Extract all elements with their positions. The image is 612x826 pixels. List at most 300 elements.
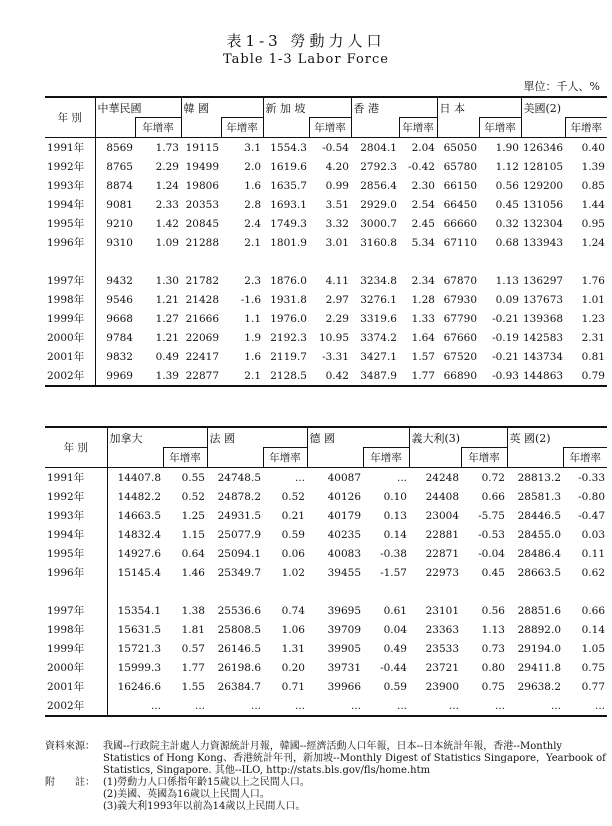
growth-rate-cell: 0.04 [383,623,407,636]
table-row [45,195,607,214]
growth-rate-cell: 1.57 [411,350,435,363]
growth-rate-cell: 0.80 [481,661,505,674]
growth-rate-cell: 1.42 [155,217,179,230]
value-cell: 22069 [185,331,219,344]
country-header: 義大利(3) [409,427,507,448]
growth-rate-cell: 2.1 [244,236,261,249]
growth-rate-subheader: 年增率 [461,448,507,468]
value-cell: 66890 [437,366,479,386]
country-header: 日 本 [437,97,521,118]
growth-rate-cell: 0.49 [155,350,179,363]
source-note [45,741,607,777]
value-cell: 24408 [425,490,459,503]
table-row [45,233,607,252]
value-cell: 67790 [443,312,477,325]
table-row [45,347,607,366]
value-cell: 2856.4 [360,179,397,192]
value-cell: 29411.8 [517,661,561,674]
value-cell: 66660 [443,217,477,230]
value-cell: 2128.5 [263,366,309,386]
value-cell: 9432 [106,274,133,287]
growth-rate-subheader: 年增率 [565,118,607,138]
growth-rate-cell: 4.20 [325,160,349,173]
value-cell: ... [409,696,461,716]
table-row [45,601,607,620]
growth-rate-cell: 2.1 [221,366,263,386]
value-subheader [437,118,479,138]
growth-rate-cell: 2.4 [244,217,261,230]
growth-rate-cell: 1.55 [181,680,205,693]
value-cell: 28813.2 [517,471,561,484]
spacer-cell [479,252,521,271]
growth-rate-cell: 1.05 [581,642,606,655]
footnote-label: 附 註： [45,777,95,788]
spacer-cell [507,582,563,601]
growth-rate-cell: 0.85 [581,179,605,192]
value-cell: 9210 [106,217,133,230]
growth-rate-cell: 0.14 [581,623,606,636]
growth-rate-cell: 1.9 [244,331,261,344]
growth-rate-cell: 1.77 [399,366,437,386]
growth-rate-cell: 0.75 [581,661,606,674]
value-subheader [409,448,461,468]
growth-rate-subheader: 年增率 [263,448,307,468]
value-cell: 137673 [523,293,564,306]
country-header: 德 國 [307,427,409,448]
year-cell: 1997年 [45,271,95,290]
spacer-cell [437,252,479,271]
value-cell: 2119.7 [270,350,307,363]
growth-rate-cell: -0.33 [578,471,606,484]
country-header: 香 港 [351,97,437,118]
year-cell: 1995年 [45,214,95,233]
value-cell: 22877 [181,366,221,386]
growth-rate-cell: 2.45 [411,217,435,230]
value-cell: 24931.5 [217,509,261,522]
table-row [45,544,607,563]
growth-rate-cell: 1.6 [244,179,261,192]
value-subheader [307,448,363,468]
value-cell: 9832 [106,350,133,363]
value-cell: 24248 [425,471,459,484]
value-cell: 40126 [327,490,361,503]
table-row [45,658,607,677]
year-header: 年 別 [45,97,95,138]
value-cell: 39709 [327,623,361,636]
value-cell: 25536.6 [217,604,261,617]
spacer-cell [521,252,565,271]
value-cell: 28486.4 [517,547,561,560]
year-cell: 1992年 [45,487,107,506]
growth-rate-subheader: 年增率 [479,118,521,138]
growth-rate-cell: 0.03 [581,528,606,541]
growth-rate-cell: 1.21 [155,293,179,306]
growth-rate-cell: -1.6 [240,293,261,306]
growth-rate-cell: 2.34 [411,274,435,287]
value-cell: 1876.0 [270,274,307,287]
value-cell: 3234.8 [360,274,397,287]
value-cell: 26198.6 [217,661,261,674]
growth-rate-cell: -0.53 [478,528,505,541]
year-cell: 2001年 [45,347,95,366]
value-cell: 23900 [425,680,459,693]
table-row [45,271,607,290]
value-cell: 39695 [327,604,361,617]
growth-rate-cell: 0.79 [565,366,607,386]
country-header: 英 國(2) [507,427,607,448]
value-cell: 2804.1 [360,141,397,154]
footnote-item: (3)義大利1993年以前為14歲以上民間人口。 [103,801,306,812]
value-cell: 26146.5 [217,642,261,655]
value-cell: 9784 [106,331,133,344]
growth-rate-cell: -0.54 [322,141,349,154]
value-cell: 21666 [185,312,219,325]
year-cell: 1998年 [45,290,95,309]
value-cell: 15631.5 [117,623,161,636]
growth-rate-cell: 0.56 [481,604,505,617]
spacer-cell [351,252,399,271]
growth-rate-cell: 1.24 [155,179,179,192]
value-cell: 29638.2 [517,680,561,693]
year-cell: 1992年 [45,157,95,176]
growth-rate-cell: 0.57 [181,642,205,655]
growth-rate-cell: 1.64 [411,331,435,344]
value-cell: 21428 [185,293,219,306]
growth-rate-cell: 1.46 [181,566,205,579]
growth-rate-cell: 0.72 [481,471,505,484]
growth-rate-cell: 2.04 [411,141,435,154]
value-cell: 28851.6 [517,604,561,617]
value-cell: ... [107,696,163,716]
growth-rate-cell: 2.97 [325,293,349,306]
growth-rate-subheader: 年增率 [363,448,409,468]
growth-rate-cell: 3.1 [244,141,261,154]
value-cell: 15354.1 [117,604,161,617]
growth-rate-cell: 2.54 [411,198,435,211]
growth-rate-cell: 0.66 [481,490,505,503]
value-cell: 143734 [523,350,564,363]
growth-rate-cell: 0.21 [281,509,305,522]
growth-rate-cell: -5.75 [478,509,505,522]
value-cell: 15721.3 [117,642,161,655]
growth-rate-cell: -0.44 [380,661,407,674]
growth-rate-cell: 1.02 [281,566,305,579]
value-cell: 67520 [443,350,477,363]
year-cell: 1999年 [45,309,95,328]
spacer-cell [461,582,507,601]
value-cell: 3276.1 [360,293,397,306]
growth-rate-cell: 1.31 [281,642,305,655]
value-cell: 16246.6 [117,680,161,693]
growth-rate-cell: 1.24 [581,236,605,249]
table-row [45,525,607,544]
growth-rate-cell: 0.20 [281,661,305,674]
growth-rate-cell: -1.57 [380,566,407,579]
growth-rate-cell: 0.59 [383,680,407,693]
spacer-cell [45,582,107,601]
table-row [45,157,607,176]
country-header: 加拿大 [107,427,207,448]
spacer-cell [135,252,181,271]
value-cell: 24878.2 [217,490,261,503]
year-cell: 2002年 [45,696,107,716]
growth-rate-cell: 1.73 [155,141,179,154]
spacer-cell [563,582,607,601]
table-row [45,290,607,309]
value-cell: 67110 [443,236,477,249]
year-cell: 1991年 [45,468,107,488]
growth-rate-cell: 1.27 [155,312,179,325]
value-cell: 131056 [523,198,564,211]
growth-rate-cell: 2.31 [581,331,605,344]
footnote-items [103,777,607,813]
value-subheader [181,118,221,138]
spacer-cell [565,252,607,271]
growth-rate-cell: 0.52 [281,490,305,503]
growth-rate-cell: 1.13 [481,623,505,636]
header-row [45,97,607,118]
growth-rate-cell: 0.13 [383,509,407,522]
country-header: 韓 國 [181,97,263,118]
growth-rate-cell: -0.42 [408,160,435,173]
value-cell: 126346 [523,141,564,154]
value-cell: 25349.7 [217,566,261,579]
table-row [45,468,607,488]
growth-rate-cell: ... [294,471,305,484]
growth-rate-cell: -0.21 [492,350,519,363]
value-cell: 24748.5 [217,471,261,484]
value-cell: 25808.5 [217,623,261,636]
growth-rate-cell: 0.40 [581,141,605,154]
growth-rate-cell: -3.31 [322,350,349,363]
spacer-cell [307,582,363,601]
growth-rate-cell: ... [461,696,507,716]
growth-rate-cell: -0.21 [492,312,519,325]
value-cell: 14407.8 [117,471,161,484]
value-cell: 40087 [327,471,361,484]
spacer-cell [263,582,307,601]
growth-rate-cell: 0.77 [581,680,606,693]
value-cell: 19499 [185,160,219,173]
value-cell: 2929.0 [360,198,397,211]
table-row [45,620,607,639]
growth-rate-cell: 1.15 [181,528,205,541]
value-subheader [507,448,563,468]
spacer-cell [309,252,351,271]
labor-force-table-europe-canada [45,426,607,717]
growth-rate-cell: 0.73 [481,642,505,655]
value-subheader [107,448,163,468]
value-cell: 136297 [523,274,564,287]
value-cell: 8874 [106,179,133,192]
value-cell: 22881 [425,528,459,541]
growth-rate-cell: 1.12 [495,160,519,173]
country-header: 中華民國 [95,97,181,118]
growth-rate-cell: 10.95 [318,331,349,344]
value-cell: 1619.6 [270,160,307,173]
spacer-cell [363,582,409,601]
growth-rate-cell: 0.74 [281,604,305,617]
growth-rate-cell: -0.80 [578,490,606,503]
spacer-cell [107,582,163,601]
value-cell: 14832.4 [117,528,161,541]
spacer-cell [95,252,135,271]
growth-rate-cell: 1.90 [495,141,519,154]
growth-rate-cell: 0.56 [495,179,519,192]
value-cell: 15145.4 [117,566,161,579]
growth-rate-cell: 2.30 [411,179,435,192]
header-subrow [45,118,607,138]
value-cell: 23363 [425,623,459,636]
growth-rate-cell: 0.32 [495,217,519,230]
country-header: 法 國 [207,427,307,448]
table-row [45,506,607,525]
value-subheader [95,118,135,138]
value-cell: 9310 [106,236,133,249]
growth-rate-cell: ... [263,696,307,716]
table-row [45,328,607,347]
table-row [45,487,607,506]
growth-rate-cell: 0.64 [181,547,205,560]
growth-rate-subheader: 年增率 [163,448,207,468]
value-cell: 1976.0 [270,312,307,325]
growth-rate-cell: ... [396,471,407,484]
value-cell: 67930 [443,293,477,306]
year-cell: 1993年 [45,506,107,525]
growth-rate-subheader: 年增率 [309,118,351,138]
value-cell: 8569 [106,141,133,154]
growth-rate-cell: 2.29 [155,160,179,173]
value-cell: 1554.3 [270,141,307,154]
growth-rate-cell: 1.25 [181,509,205,522]
growth-rate-cell: 0.95 [581,217,605,230]
growth-rate-subheader: 年增率 [135,118,181,138]
value-cell: 3000.7 [360,217,397,230]
value-cell: 28455.0 [517,528,561,541]
table-row [45,138,607,158]
page-title: 表1-3 勞動力人口 [226,32,386,50]
growth-rate-cell: 0.06 [281,547,305,560]
value-cell: 39966 [327,680,361,693]
growth-rate-cell: 1.13 [495,274,519,287]
notes-section [45,741,607,813]
value-cell: 139368 [523,312,564,325]
growth-rate-cell: 0.66 [581,604,606,617]
value-cell: 22973 [425,566,459,579]
value-cell: 23004 [425,509,459,522]
growth-rate-cell: 0.81 [581,350,605,363]
value-cell: 133943 [523,236,564,249]
year-cell: 1999年 [45,639,107,658]
value-cell: 25077.9 [217,528,261,541]
footnote [45,777,607,813]
growth-rate-cell: -0.93 [479,366,521,386]
value-cell: 28446.5 [517,509,561,522]
growth-rate-cell: 2.33 [155,198,179,211]
value-cell: ... [507,696,563,716]
footnote-item: (2)美國、英國為16歲以上民間人口。 [103,789,270,800]
spacer-cell [399,252,437,271]
value-cell: 65780 [443,160,477,173]
value-cell: 1801.9 [270,236,307,249]
growth-rate-cell: -0.04 [478,547,505,560]
value-cell: 25094.1 [217,547,261,560]
value-cell: ... [207,696,263,716]
value-cell: 3160.8 [360,236,397,249]
growth-rate-cell: 3.01 [325,236,349,249]
value-cell: 20845 [185,217,219,230]
value-cell: 23533 [425,642,459,655]
growth-rate-cell: 1.81 [181,623,205,636]
growth-rate-cell: 0.49 [383,642,407,655]
growth-rate-cell: ... [363,696,409,716]
value-cell: 14927.6 [117,547,161,560]
value-cell: 39731 [327,661,361,674]
value-cell: 65050 [443,141,477,154]
growth-rate-cell: 1.28 [411,293,435,306]
value-cell: 28663.5 [517,566,561,579]
growth-rate-subheader: 年增率 [399,118,437,138]
table-row [45,176,607,195]
growth-rate-cell: 1.76 [581,274,605,287]
growth-rate-cell: ... [163,696,207,716]
table-row [45,639,607,658]
value-subheader [207,448,263,468]
growth-rate-cell: 1.44 [581,198,605,211]
value-subheader [351,118,399,138]
growth-rate-cell: 0.14 [383,528,407,541]
growth-rate-cell: 1.38 [181,604,205,617]
value-cell: 40083 [327,547,361,560]
value-cell: 9668 [106,312,133,325]
unit-label: 單位：千人、% [523,80,600,93]
value-cell: 67870 [443,274,477,287]
value-cell: 142583 [523,331,564,344]
growth-rate-cell: 5.34 [411,236,435,249]
year-cell: 2000年 [45,658,107,677]
growth-rate-cell: 2.8 [244,198,261,211]
source-text: 我國--行政院主計處人力資源統計月報，韓國--經濟活動人口年報，日本--日本統計年報，香港--Monthly Statistics of Hong Kong、香港統計年刊，新加坡--Monthly Digest of Statistics Singapore，Yearbook of Statistics, Singapore. 其他--ILO, http://stats.bls.gov/fls/home.htm [103,741,606,776]
year-cell: 2002年 [45,366,95,386]
value-cell: 128105 [523,160,564,173]
value-cell: 3374.2 [360,331,397,344]
growth-rate-cell: 1.39 [581,160,605,173]
spacer-cell [163,582,207,601]
value-cell: 23101 [425,604,459,617]
year-cell: 1994年 [45,525,107,544]
growth-rate-cell: 0.61 [383,604,407,617]
year-cell: 1998年 [45,620,107,639]
header-row [45,427,607,448]
value-cell: 23721 [425,661,459,674]
growth-rate-cell: 3.51 [325,198,349,211]
growth-rate-cell: 3.32 [325,217,349,230]
growth-rate-cell: 2.29 [325,312,349,325]
value-cell: 2792.3 [360,160,397,173]
table-row [45,366,607,386]
country-header: 美國(2) [521,97,607,118]
growth-rate-cell: 0.75 [481,680,505,693]
value-cell: 9081 [106,198,133,211]
table-row [45,677,607,696]
year-cell: 1996年 [45,233,95,252]
spacer-cell [221,252,263,271]
value-subheader [263,118,309,138]
growth-rate-cell: 1.30 [155,274,179,287]
value-subheader [521,118,565,138]
value-cell: 22417 [185,350,219,363]
growth-rate-cell: 0.10 [383,490,407,503]
